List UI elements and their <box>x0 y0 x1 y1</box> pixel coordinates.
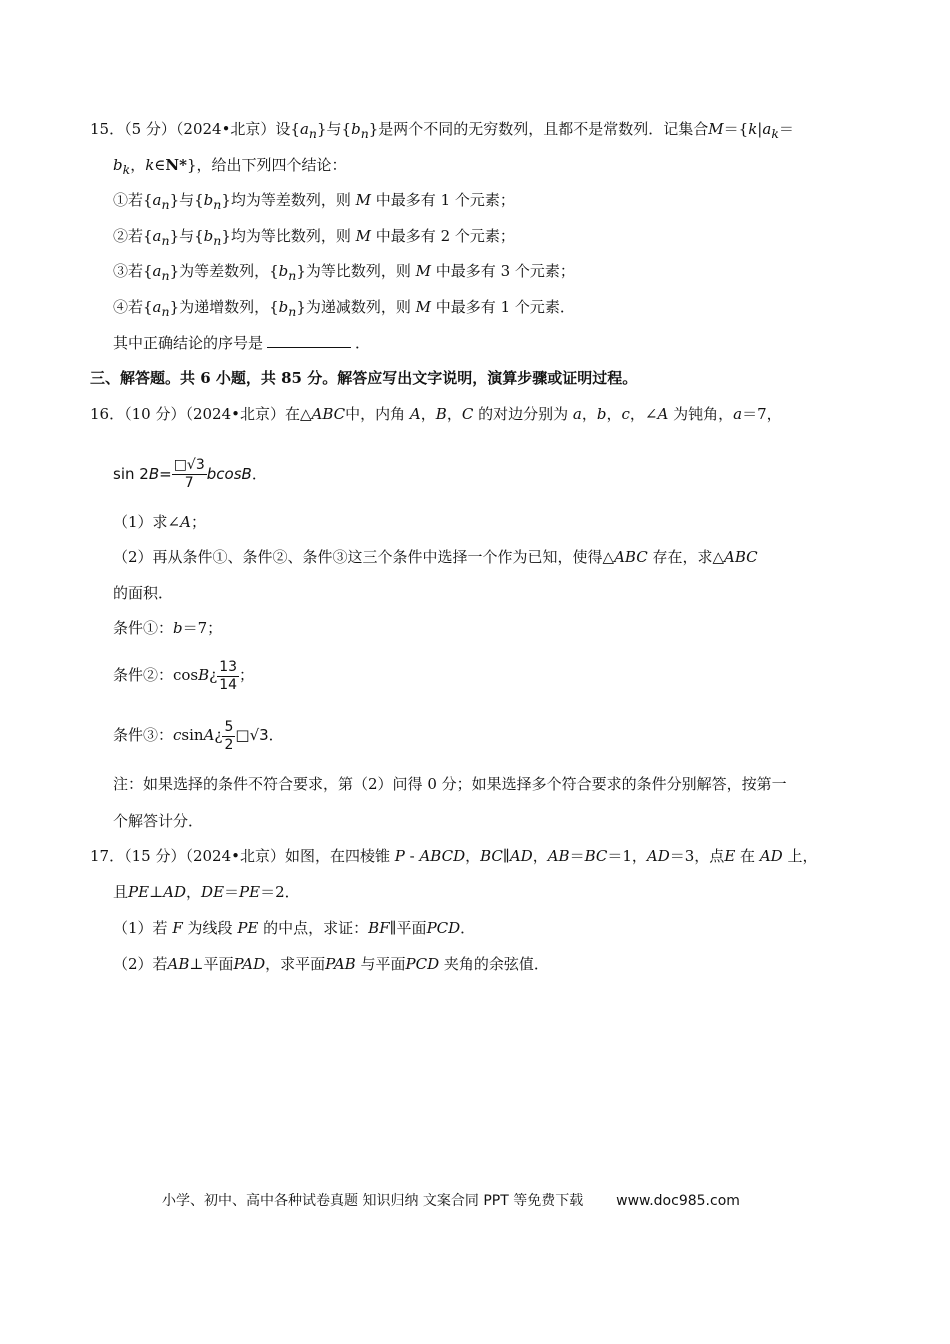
q17-line-2: 且PE⊥AD，DE＝PE＝2． <box>113 883 300 901</box>
q16-formula: sin 2B= $\frac{□√3}{7}$ bcosB． <box>113 457 267 491</box>
q17-part-1: （1）若 F 为线段 PE 的中点，求证：BF∥平面PCD． <box>113 919 476 937</box>
q15-ask: 其中正确结论的序号是 ． <box>113 334 371 352</box>
q16-condition-3: 条件③：csinA¿ $\frac{5}{2}$ □√3． <box>113 718 284 753</box>
q15-header: 15．（5 分）（2024•北京）设{ <box>90 120 300 138</box>
q16-condition-2: 条件②：cosB¿ $\frac{13}{14}$ ； <box>113 658 255 693</box>
q16-line-1: 16．（10 分）（2024•北京）在△ABC中，内角 A，B，C 的对边分别为 a，b，c，∠A 为钝角，a＝7， <box>90 405 782 423</box>
q17-line-1: 17．（15 分）（2024•北京）如图，在四棱锥 P - ABCD，BC∥AD，AB＝BC＝1，AD＝3，点E 在 AD 上， <box>90 847 818 865</box>
q16-part-2-cont: 的面积． <box>113 584 174 602</box>
q16-condition-1: 条件①：b＝7； <box>113 619 223 637</box>
q15-line-2: $b_k$，k∈N*}，给出下列四个结论： <box>113 156 347 177</box>
q15-line-1: 15．（5 分）（2024•北京）设$\{a_n\}$与$\{b_n\}$是两个不同的无穷数列，且都不是常数列．记集合$M=\{k|a_k=$ <box>90 120 794 141</box>
footer-text: 小学、初中、高中各种试卷真题 知识归纳 文案合同 PPT 等免费下载 <box>162 1193 584 1209</box>
q15-conclusion-1: ①若$\{a_n\}$与$\{b_n\}$均为等差数列，则 M 中最多有 1 个元素； <box>113 191 515 212</box>
answer-blank <box>267 333 351 348</box>
fraction: $\frac{□√3}{7}$ <box>173 457 205 491</box>
q16-note-line-1: 注：如果选择的条件不符合要求，第（2）问得 0 分；如果选择多个符合要求的条件分别解答，按第一 <box>113 775 787 793</box>
q16-part-1: （1）求∠A； <box>113 513 206 531</box>
q16-part-2: （2）再从条件①、条件②、条件③这三个条件中选择一个作为已知，使得△ABC 存在，求△ABC <box>113 548 758 566</box>
q15-conclusion-2: ②若$\{a_n\}$与$\{b_n\}$均为等比数列，则 M 中最多有 2 个元素； <box>113 227 515 248</box>
page-footer <box>162 1190 740 1210</box>
q15-conclusion-4: ④若$\{a_n\}$为递增数列，$\{b_n\}$为递减数列，则 M 中最多有 1 个元素． <box>113 298 575 319</box>
footer-link[interactable]: www.doc985.com <box>616 1193 740 1209</box>
q16-note-line-2: 个解答计分． <box>113 812 204 830</box>
q15-conclusion-3: ③若$\{a_n\}$为等差数列，$\{b_n\}$为等比数列，则 M 中最多有 3 个元素； <box>113 262 575 283</box>
q17-part-2: （2）若AB⊥平面PAD，求平面PAB 与平面PCD 夹角的余弦值． <box>113 955 549 973</box>
section-heading: 三、解答题。共 6 小题，共 85 分。解答应写出文字说明，演算步骤或证明过程。 <box>90 369 638 387</box>
